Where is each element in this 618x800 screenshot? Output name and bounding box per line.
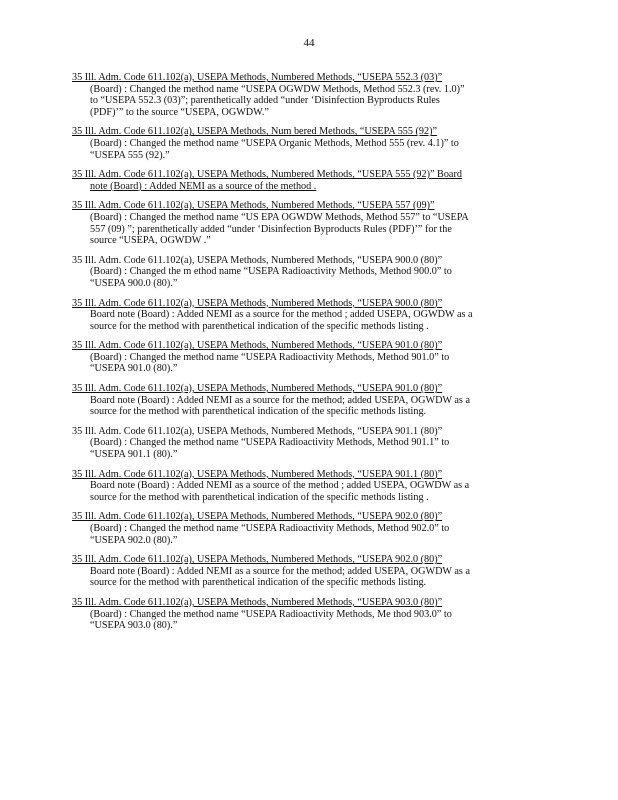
entry-citation: 35 Ill. Adm. Code 611.102(a), USEPA Methods, Numbered Methods, “USEPA 552.3 (03)” (72, 72, 443, 83)
entry-citation: 35 Ill. Adm. Code 611.102(a), USEPA Methods, Numbered Methods, “USEPA 903.0 (80)” (72, 596, 443, 608)
entry-line: 557 (09) ”; parenthetically added “under ‘Disinfection Byproducts Rules (PDF)’” for the (90, 223, 452, 235)
entry-citation: 35 Ill. Adm. Code 611.102(a), USEPA Methods, Numbered Methods, “USEPA 901.0 (80)” (72, 383, 443, 395)
amendment-entry (72, 597, 542, 632)
amendment-entry (72, 298, 542, 333)
amendment-entry (72, 255, 542, 290)
entry-citation: 35 Ill. Adm. Code 611.102(a), USEPA Methods, Numbered Methods, “USEPA 902.0 (80)” (72, 511, 443, 523)
entry-line: Board note (Board) : Added NEMI as a source of the method ; added USEPA, OGWDW as a (90, 480, 470, 492)
entry-line: source for the method with parenthetical indication of the specific methods listing. (90, 577, 427, 589)
entry-body (72, 395, 542, 418)
entry-body (72, 309, 542, 332)
entry-body (72, 138, 542, 161)
entry-line: Board note (Board) : Added NEMI as a source for the method; added USEPA, OGWDW as a (90, 565, 470, 577)
entry-citation: 35 Ill. Adm. Code 611.102(a), USEPA Methods, Num bered Methods, “USEPA 555 (92)” (72, 126, 438, 138)
amendment-list (72, 72, 542, 640)
amendment-entry (72, 511, 542, 546)
entry-line: (Board) : Changed the method name “USEPA Radioactivity Methods, Method 902.0” to (90, 523, 450, 534)
amendment-entry (72, 426, 542, 461)
entry-citation: 35 Ill. Adm. Code 611.102(a), USEPA Methods, Numbered Methods, “USEPA 902.0 (80)” (72, 554, 443, 566)
amendment-entry (72, 340, 542, 375)
amendment-entry (72, 469, 542, 504)
entry-citation: 35 Ill. Adm. Code 611.102(a), USEPA Methods, Numbered Methods, “USEPA 900.0 (80)” (72, 297, 443, 309)
entry-line: “USEPA 901.0 (80).” (90, 363, 178, 375)
entry-line: source for the method with parenthetical indication of the specific methods listing. (90, 406, 427, 418)
entry-body (72, 480, 542, 503)
entry-citation: 35 Ill. Adm. Code 611.102(a), USEPA Methods, Numbered Methods, “USEPA 900.0 (80)” (72, 254, 443, 266)
entry-line: Board note (Board) : Added NEMI as a source for the method; added USEPA, OGWDW as a (90, 394, 470, 406)
entry-citation: 35 Ill. Adm. Code 611.102(a), USEPA Methods, Numbered Methods, “USEPA 555 (92)” Board (72, 169, 462, 181)
page-number: 44 (303, 37, 315, 49)
entry-body (72, 84, 542, 119)
entry-line: “USEPA 902.0 (80).” (90, 534, 178, 546)
entry-line: (PDF)’” to the source “USEPA, OGWDW.” (90, 106, 269, 118)
amendment-entry (72, 169, 542, 192)
entry-citation: 35 Ill. Adm. Code 611.102(a), USEPA Methods, Numbered Methods, “USEPA 901.0 (80)” (72, 340, 443, 352)
entry-line: note (Board) : Added NEMI as a source of the method . (90, 180, 317, 192)
entry-body (72, 181, 542, 193)
entry-citation: 35 Ill. Adm. Code 611.102(a), USEPA Methods, Numbered Methods, “USEPA 557 (09)” (72, 200, 435, 212)
entry-line: (Board) : Changed the method name “USEPA Organic Methods, Method 555 (rev. 4.1)” to (90, 137, 459, 149)
entry-body (72, 523, 542, 546)
entry-body (72, 212, 542, 247)
entry-body (72, 609, 542, 632)
entry-body (72, 352, 542, 375)
entry-line: source for the method with parenthetical indication of the specific methods listing . (90, 491, 429, 503)
entry-line: source for the method with parenthetical indication of the specific methods listing . (90, 320, 429, 332)
entry-line: (Board) : Changed the method name “USEPA Radioactivity Methods, Me thod 903.0” to (90, 608, 452, 620)
entry-body (72, 266, 542, 289)
amendment-entry (72, 72, 542, 118)
entry-line: source “USEPA, OGWDW .” (90, 235, 211, 247)
entry-line: “USEPA 900.0 (80).” (90, 277, 178, 289)
entry-body (72, 437, 542, 460)
amendment-entry (72, 383, 542, 418)
entry-line: (Board) : Changed the method name “USEPA OGWDW Methods, Method 552.3 (rev. 1.0)” (90, 83, 465, 95)
amendment-entry (72, 200, 542, 246)
entry-line: (Board) : Changed the method name “USEPA Radioactivity Methods, Method 901.1” to (90, 437, 450, 449)
amendment-entry (72, 554, 542, 589)
entry-line: to “USEPA 552.3 (03)”; parenthetically added “under ‘Disinfection Byproducts Rules (90, 95, 440, 107)
entry-line: (Board) : Changed the method name “USEPA Radioactivity Methods, Method 901.0” to (90, 351, 450, 363)
entry-line: (Board) : Changed the m ethod name “USEPA Radioactivity Methods, Method 900.0” to (90, 266, 452, 278)
entry-line: Board note (Board) : Added NEMI as a source for the method ; added USEPA, OGWDW as a (90, 309, 473, 321)
entry-line: “USEPA 901.1 (80).” (90, 449, 178, 461)
entry-line: “USEPA 903.0 (80).” (90, 620, 178, 632)
entry-line: “USEPA 555 (92).” (90, 149, 170, 161)
entry-line: (Board) : Changed the method name “US EPA OGWDW Methods, Method 557” to “USEPA (90, 211, 469, 223)
entry-body (72, 566, 542, 589)
entry-citation: 35 Ill. Adm. Code 611.102(a), USEPA Methods, Numbered Methods, “USEPA 901.1 (80)” (72, 468, 443, 480)
amendment-entry (72, 126, 542, 161)
entry-citation: 35 Ill. Adm. Code 611.102(a), USEPA Methods, Numbered Methods, “USEPA 901.1 (80)” (72, 425, 443, 437)
